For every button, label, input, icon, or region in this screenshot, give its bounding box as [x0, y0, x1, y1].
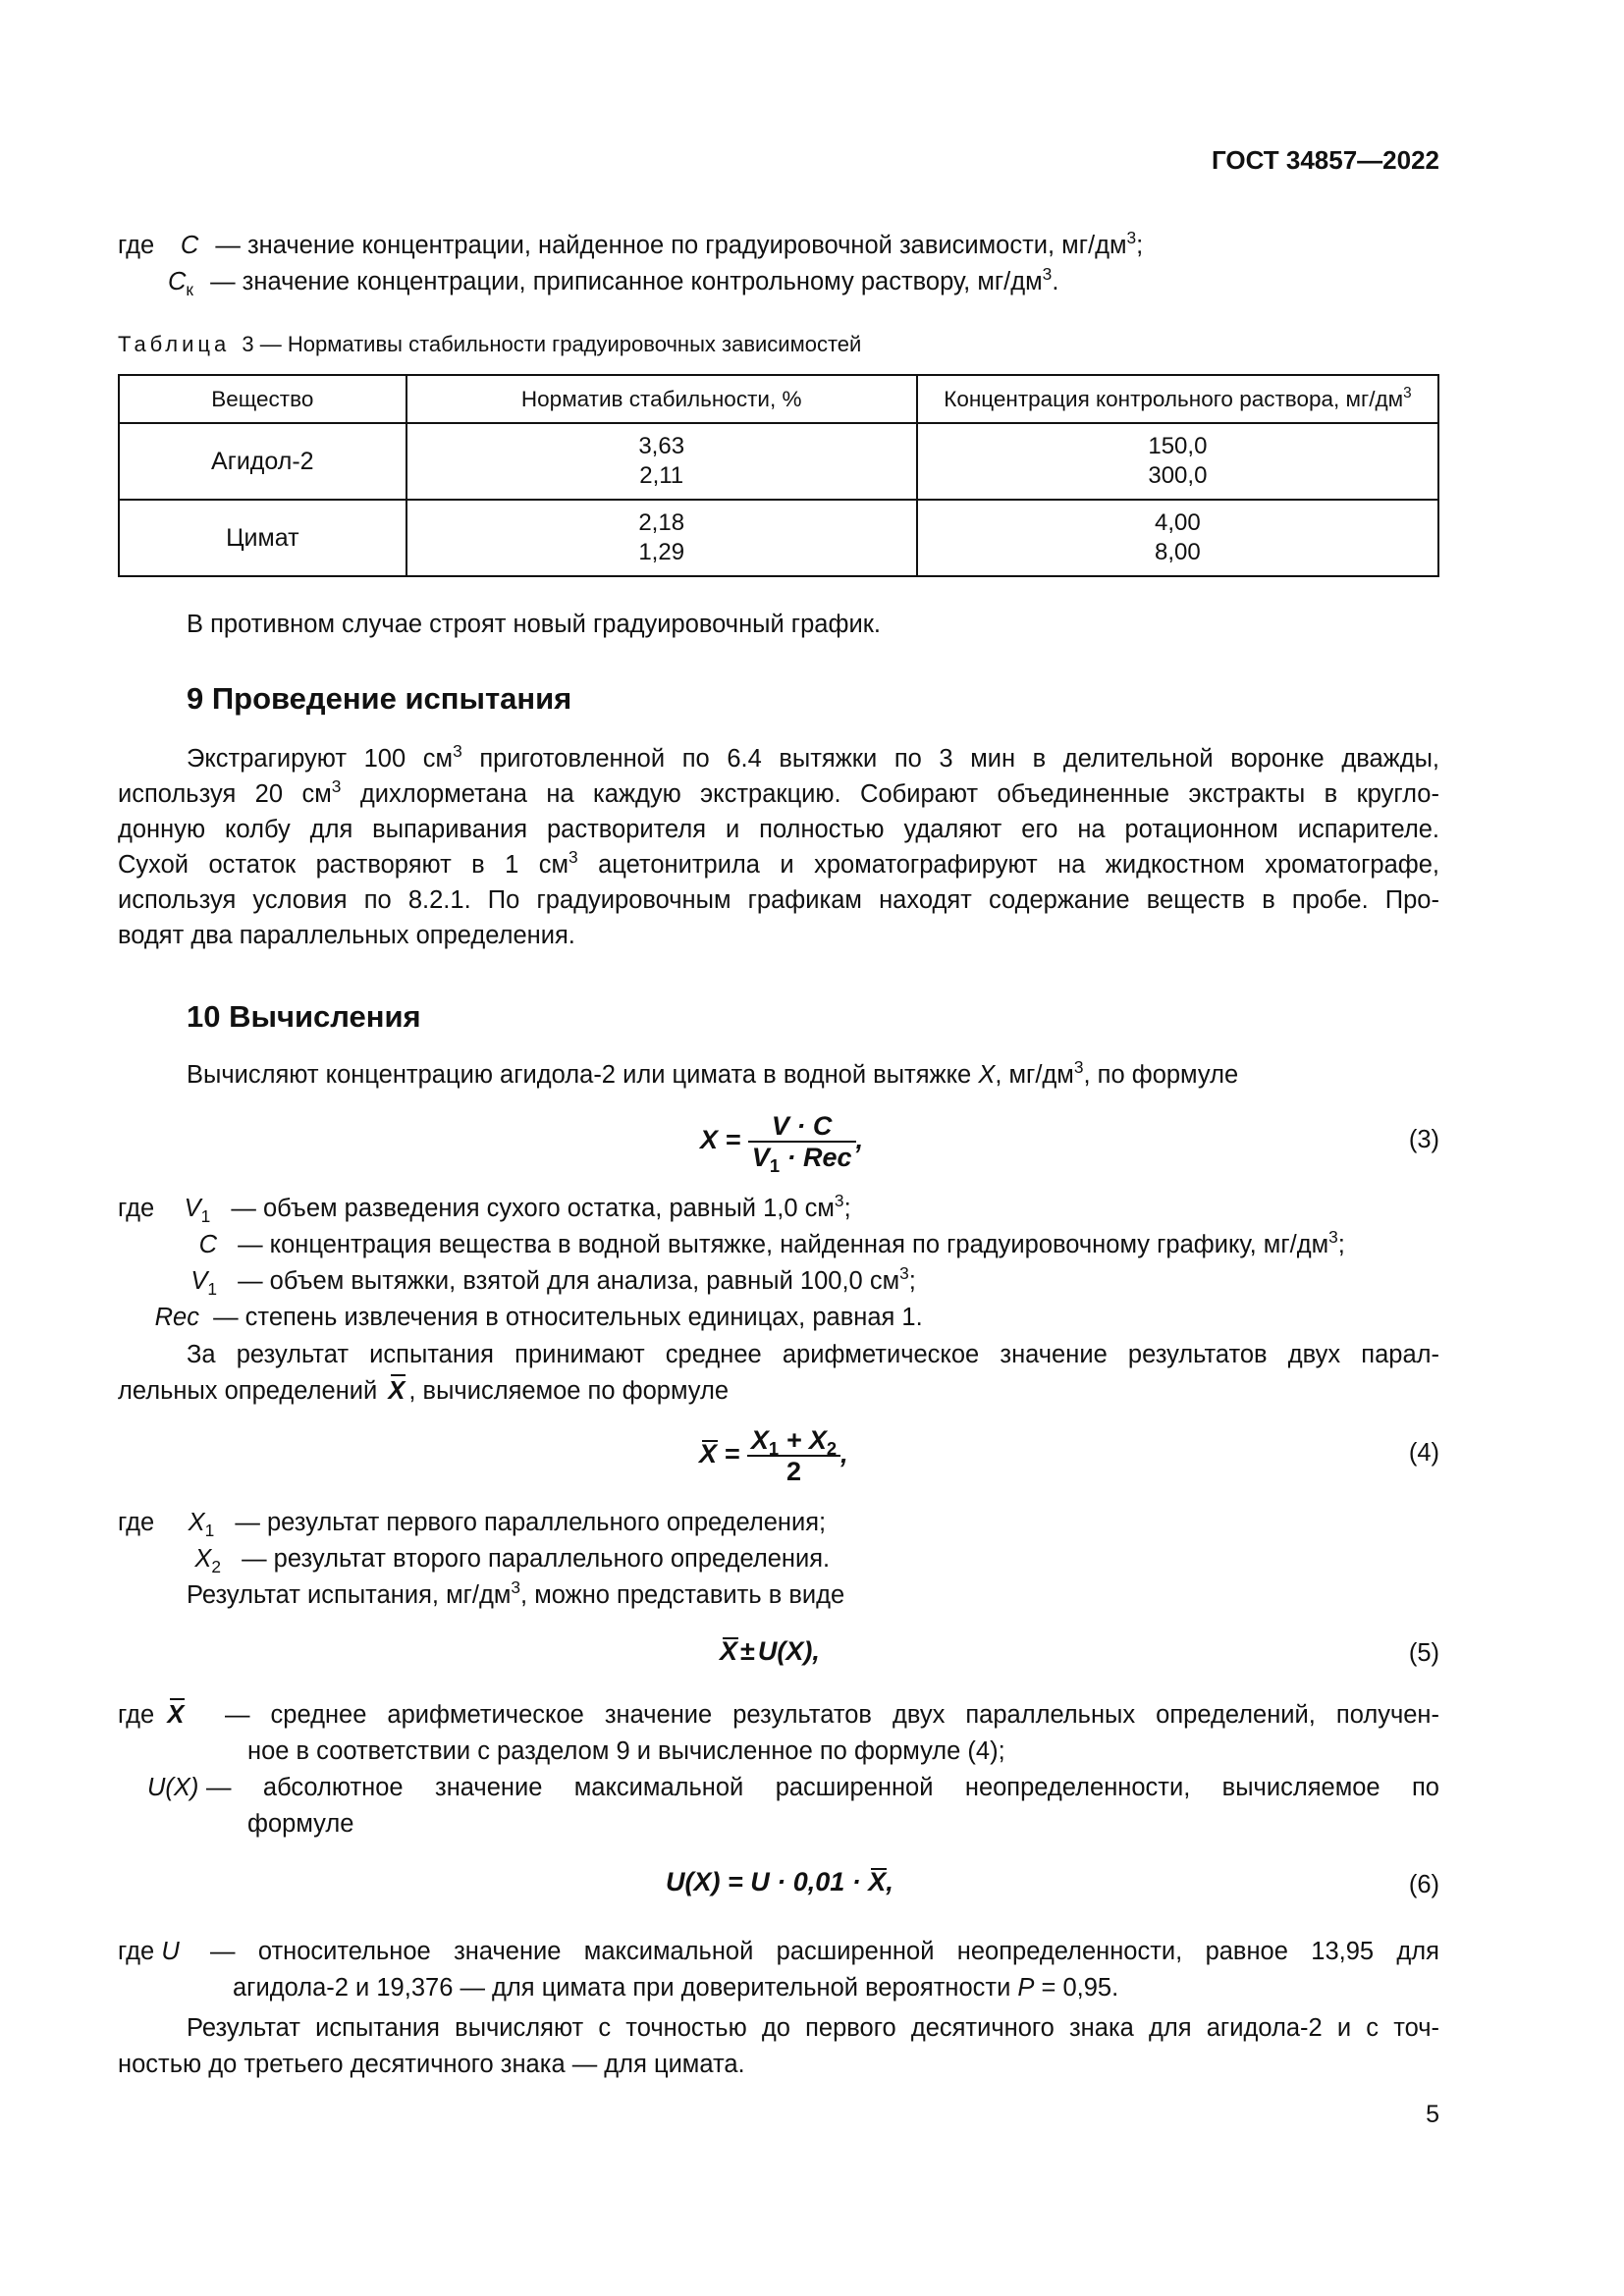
- table-cell-substance: Цимат: [119, 500, 406, 576]
- legend-text: — абсолютное значение максимальной расширенной неопределенности, вычисляемое по: [206, 1774, 1439, 1801]
- table-header-cell: Норматив стабильности, %: [406, 375, 917, 423]
- legend-line: где $X_1$ — результат первого параллельного определения;: [118, 1509, 827, 1541]
- table-row: [119, 500, 1438, 576]
- text-line: водят два параллельных определения.: [118, 922, 575, 949]
- page-number: 5: [1426, 2101, 1439, 2128]
- legend-prefix: где: [118, 232, 155, 259]
- text-line: донную колбу для выпаривания растворителя и полностью удаляют его на ротационном испарителе.: [118, 816, 1439, 843]
- legend-text: — среднее арифметическое значение результатов двух параллельных определений, получен-: [225, 1701, 1439, 1729]
- equation-number: (5): [1408, 1639, 1439, 1667]
- table-row: [119, 423, 1438, 500]
- section-9-title: 9 Проведение испытания: [187, 681, 572, 716]
- legend-line: $V_1$ — объем вытяжки, взятой для анализа, равный 100,0 $см^3$;: [190, 1263, 916, 1300]
- table-cell-norm: 2,18 1,29: [406, 500, 917, 576]
- table-cell-conc: 150,0 300,0: [917, 423, 1438, 500]
- legend-line: где U: [118, 1938, 180, 1965]
- table-cell-conc: 4,00 8,00: [917, 500, 1438, 576]
- result-text: За результат испытания принимают среднее арифметическое значение результатов двух парал-: [187, 1341, 1439, 1368]
- table-cell-substance: Агидол-2: [119, 423, 406, 500]
- legend-text: — значение концентрации, приписанное контрольному раствору, $мг/дм^3$.: [210, 264, 1059, 295]
- final-text: Результат испытания вычисляют с точностью до первого десятичного знака для агидола-2 и с точ-: [187, 2014, 1439, 2042]
- text-line: используя 20 $см^3$ дихлорметана на каждую экстракцию. Собирают объединенные экстракты в кругло-: [118, 776, 1439, 808]
- table-header-cell: Вещество: [119, 375, 406, 423]
- formula-3: X = $\frac{V \cdot C}{V_1 \cdot Rec}$ ,: [700, 1111, 864, 1177]
- table-header-cell: Концентрация контрольного раствора, $мг/дм^3$: [917, 375, 1438, 423]
- table-cell-norm: 3,63 2,11: [406, 423, 917, 500]
- legend-text: агидола-2 и 19,376 — для цимата при доверительной вероятности P = 0,95.: [233, 1974, 1119, 2002]
- legend-symbol: C: [180, 232, 199, 259]
- equation-number: (3): [1408, 1126, 1439, 1153]
- text-line: используя условия по 8.2.1. По градуировочным графикам находят содержание веществ в пробе. Про-: [118, 886, 1439, 914]
- legend-line: [118, 264, 1058, 299]
- equation-number: (6): [1408, 1871, 1439, 1898]
- formula-5: X ± U(X),: [720, 1636, 820, 1666]
- legend-line: [118, 228, 1143, 263]
- legend-text: — значение концентрации, найденное по градуировочной зависимости, $мг/дм^3$;: [215, 228, 1144, 259]
- legend-line: $X_2$ — результат второго параллельного определения.: [194, 1545, 831, 1577]
- legend-line: где X: [118, 1697, 184, 1733]
- formula-6: U(X) = U · 0,01 · X,: [666, 1867, 893, 1896]
- legend-text: формуле: [247, 1810, 354, 1838]
- section-10-title: 10 Вычисления: [187, 999, 421, 1034]
- legend-symbol: $C_к$: [167, 268, 193, 300]
- equation-number: (4): [1408, 1439, 1439, 1467]
- legend-line: где $V_1$ — объем разведения сухого остатка, равный 1,0 $см^3$;: [118, 1191, 851, 1227]
- text-line: Сухой остаток растворяют в 1 $см^3$ ацетонитрила и хроматографируют на жидкостном хроматографе,: [118, 847, 1439, 879]
- representation-text: Результат испытания, $мг/дм^3$, можно представить в виде: [187, 1577, 845, 1609]
- legend-line: Rec — степень извлечения в относительных единицах, равная 1.: [154, 1304, 923, 1331]
- result-text: лельных определений X , вычисляемое по формуле: [118, 1373, 729, 1409]
- section-10-intro: Вычисляют концентрацию агидола-2 или цимата в водной вытяжке X, $мг/дм^3$, по формуле: [187, 1057, 1239, 1089]
- text-line: Экстрагируют 100 $см^3$ приготовленной по 6.4 вытяжки по 3 мин в делительной воронке дважды,: [187, 741, 1439, 773]
- table-header-row: [119, 375, 1438, 423]
- final-text: ностью до третьего десятичного знака — для цимата.: [118, 2051, 745, 2078]
- legend-text: — относительное значение максимальной расширенной неопределенности, равное 13,95 для: [210, 1938, 1439, 1965]
- legend-text: ное в соответствии с разделом 9 и вычисленное по формуле (4);: [247, 1737, 1005, 1765]
- after-table-text: В противном случае строят новый градуировочный график.: [187, 611, 881, 638]
- table-caption: Таблица 3 — Нормативы стабильности градуировочных зависимостей: [118, 332, 862, 356]
- legend-symbol: U(X): [147, 1774, 199, 1801]
- legend-line: C — концентрация вещества в водной вытяжке, найденная по градуировочному графику, $мг/дм^3$;: [198, 1227, 1345, 1258]
- standard-header: ГОСТ 34857—2022: [1212, 145, 1439, 175]
- section-9-paragraph: [118, 741, 1439, 953]
- stability-table: [118, 374, 1439, 577]
- formula-4: X = $\frac{X_1 + X_2}{2}$ ,: [699, 1425, 848, 1486]
